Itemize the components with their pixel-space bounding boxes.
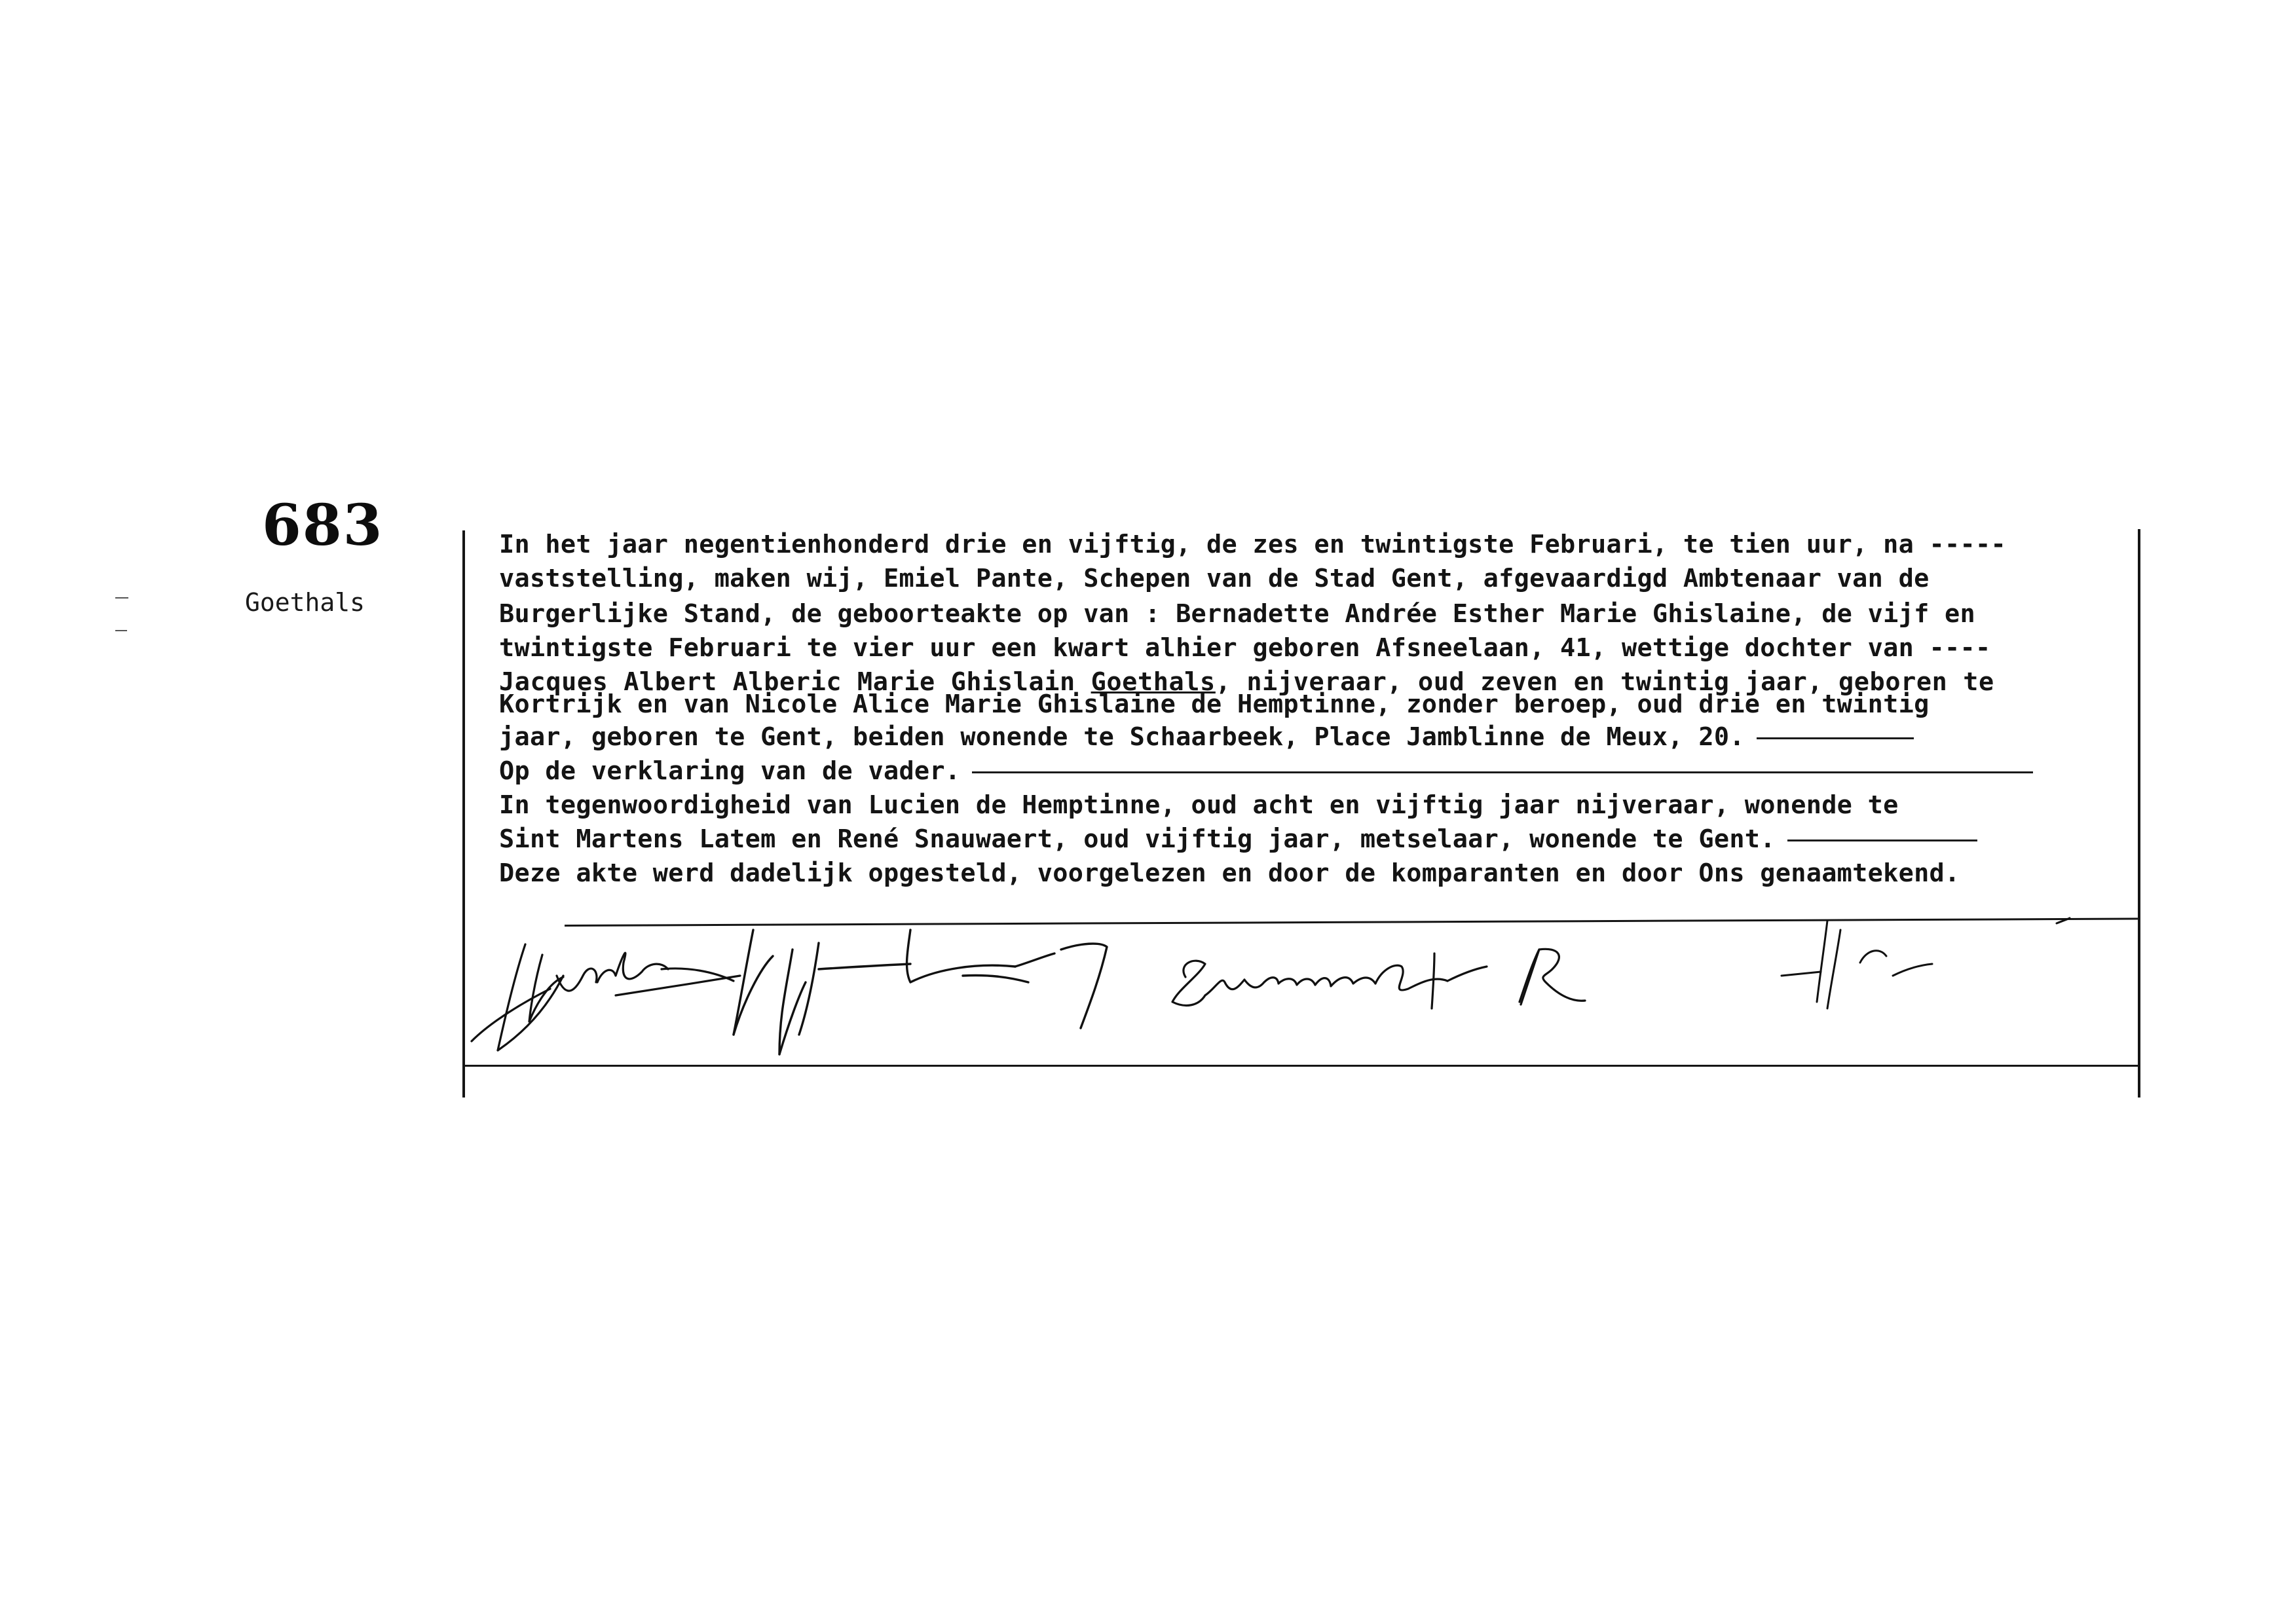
- record-line-segment: jaar, geboren te Gent, beiden wonende te Schaarbeek, Place Jamblinne de Meux, 20.: [499, 722, 1745, 752]
- record-line: Burgerlijke Stand, de geboorteakte op van : Bernadette Andrée Esther Marie Ghislaine, de vijf en: [499, 599, 1975, 629]
- record-line: twintigste Februari te vier uur een kwart alhier geboren Afsneelaan, 41, wettige dochter van ----: [499, 633, 1991, 663]
- fill-dash: [1787, 840, 1977, 841]
- registrant-surname: Goethals: [1091, 667, 1216, 697]
- margin-surname: Goethals: [245, 588, 365, 617]
- record-line: Deze akte werd dadelijk opgesteld, voorgelezen en door de komparanten en door Ons genaamtekend.: [499, 858, 1960, 888]
- signature-row: [452, 904, 2155, 1074]
- record-line: [499, 822, 2110, 857]
- fill-dash: [972, 771, 2033, 773]
- record-line: [499, 754, 2110, 788]
- record-line: [499, 720, 2110, 754]
- act-number: 683: [262, 492, 384, 559]
- signature-goethals: [472, 944, 740, 1050]
- fill-dash: [1757, 737, 1914, 739]
- margin-tick-mark: [115, 630, 127, 631]
- record-line-segment: Sint Martens Latem en René Snauwaert, oud vijftig jaar, metselaar, wonende te Gent.: [499, 824, 1776, 854]
- signatures-svg: [452, 904, 2155, 1074]
- signature-snauwaert: [1172, 949, 1585, 1008]
- record-line: In het jaar negentienhonderd drie en vijftig, de zes en twintigste Februari, te tien uur, na -----: [499, 530, 2006, 559]
- signature-official: [1782, 918, 2070, 1008]
- record-line: Kortrijk en van Nicole Alice Marie Ghislaine de Hemptinne, zonder beroep, oud drie en twintig: [499, 690, 1930, 719]
- signature-de-hemptinne: [734, 930, 1107, 1054]
- record-line-segment: , nijveraar, oud zeven en twintig jaar, geboren te: [1215, 667, 1994, 697]
- margin-tick-mark: [115, 597, 128, 599]
- record-line: vaststelling, maken wij, Emiel Pante, Schepen van de Stad Gent, afgevaardigd Ambtenaar van de: [499, 564, 1930, 593]
- record-body: [499, 528, 2110, 891]
- record-line-segment: Op de verklaring van de vader.: [499, 756, 961, 786]
- record-line: In tegenwoordigheid van Lucien de Hemptinne, oud acht en vijftig jaar nijveraar, wonende te: [499, 790, 1899, 820]
- record-line-segment: Jacques Albert Alberic Marie Ghislain: [499, 667, 1091, 697]
